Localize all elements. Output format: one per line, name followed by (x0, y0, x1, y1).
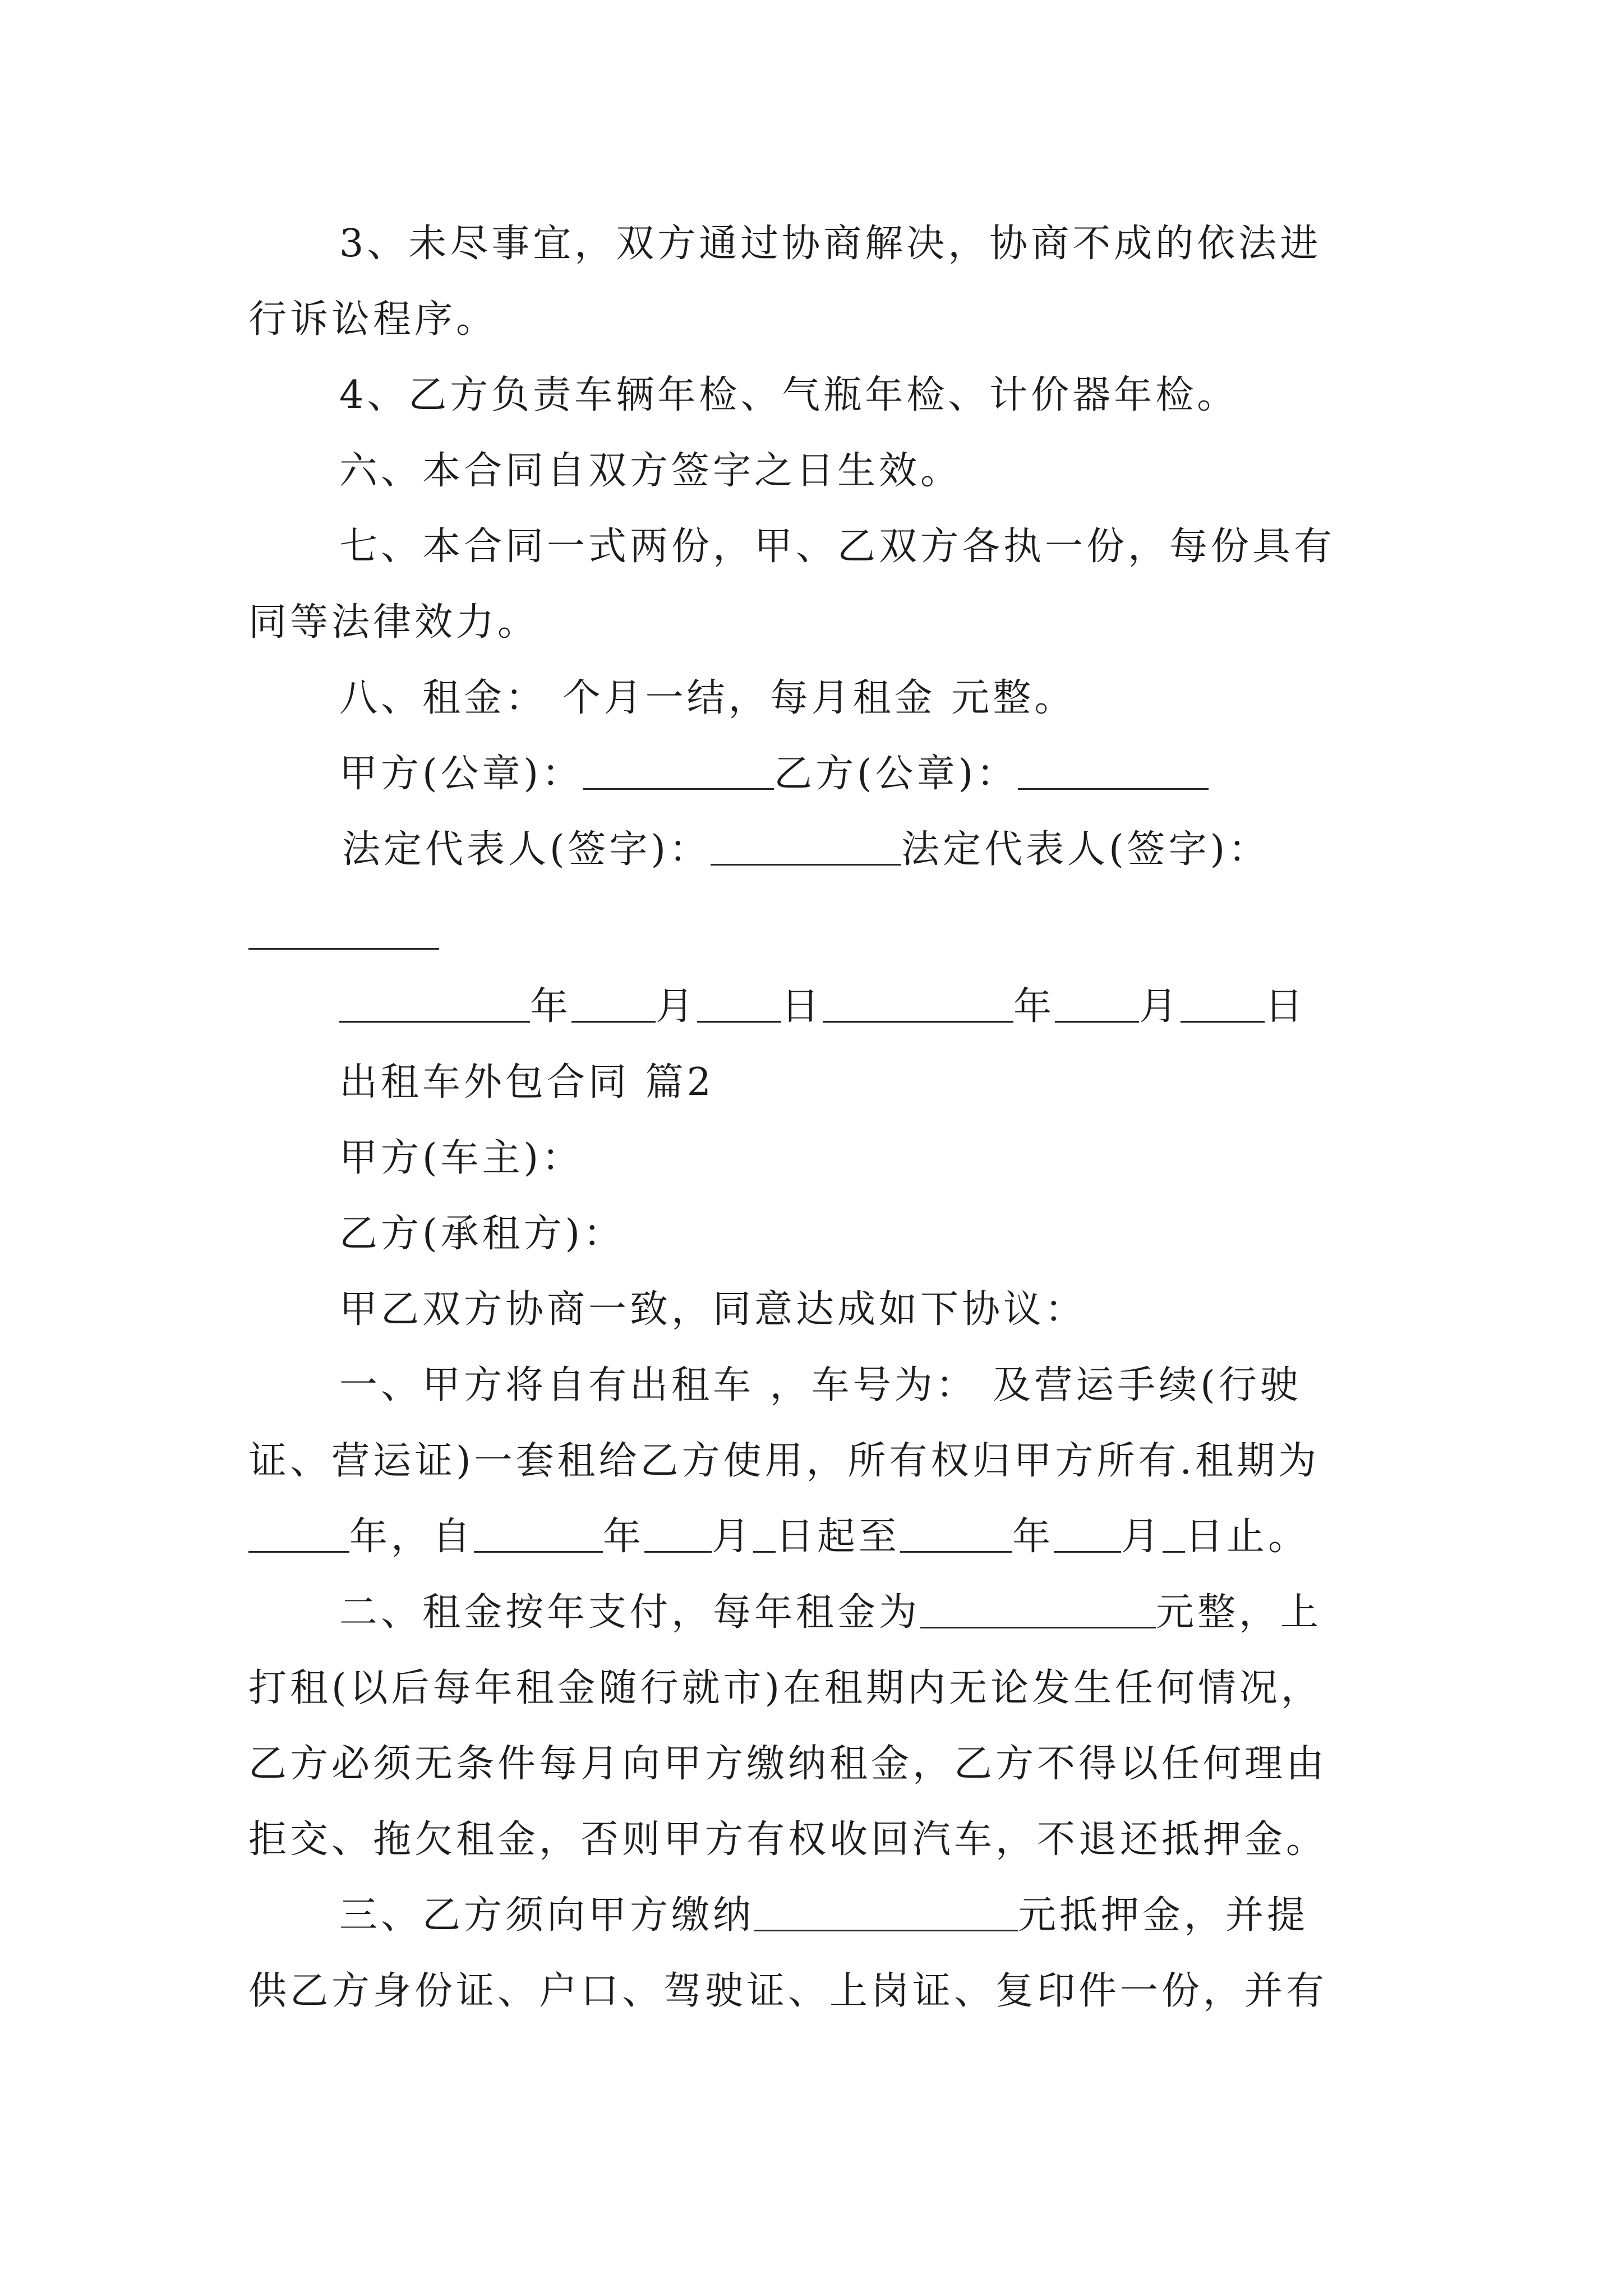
rep-a-blank (711, 829, 901, 866)
start-year-blank (474, 1516, 603, 1553)
clause-1-line: 一、甲方将自有出租车 ，车号为： 及营运手续(行驶 (339, 1363, 1302, 1407)
end-label: 日止。 (1185, 1515, 1310, 1559)
clause-2-line (339, 1585, 1322, 1641)
month-label: 月 (1121, 1515, 1163, 1559)
clause-3-text: 三、乙方须向甲方缴纳 (339, 1893, 755, 1938)
term-label: 年，自 (349, 1515, 474, 1559)
year-label: 年 (530, 984, 572, 1029)
clause-2-line: 拒交、拖欠租金，否则甲方有权收回汽车，不退还抵押金。 (248, 1818, 1328, 1862)
representative-line (342, 822, 1270, 878)
agreement-line: 甲乙双方协商一致，同意达成如下协议： (339, 1287, 1087, 1332)
clause-2-line: 乙方必须无条件每月向甲方缴纳租金，乙方不得以任何理由 (248, 1742, 1328, 1786)
party-b-seal-label: 乙方(公章)： (774, 752, 1018, 796)
annual-rent-blank (920, 1592, 1156, 1628)
paragraph-line: 同等法律效力。 (248, 600, 540, 645)
paragraph-line: 六、本合同自双方签字之日生效。 (339, 449, 962, 493)
day-blank (1181, 986, 1265, 1023)
clause-1-line: 证、营运证)一套租给乙方使用，所有权归甲方所有.租期为 (248, 1439, 1320, 1483)
date-line (339, 979, 1306, 1035)
year-blank (339, 986, 530, 1023)
paragraph-line: 行诉讼程序。 (248, 297, 498, 342)
clause-3-line: 供乙方身份证、户口、驾驶证、上岗证、复印件一份，并有 (248, 1969, 1328, 2013)
party-a-line: 甲方(车主)： (339, 1136, 584, 1180)
clause-3-line (339, 1888, 1308, 1944)
paragraph-line: 4、乙方负责车辆年检、气瓶年检、计价器年检。 (339, 373, 1239, 417)
day-label: 日 (781, 984, 823, 1029)
month-blank (571, 986, 656, 1023)
clause-1-term-line (248, 1509, 1310, 1565)
party-b-seal-blank (1018, 753, 1209, 790)
rep-b-label: 法定代表人(签字)： (901, 827, 1270, 872)
end-year-blank (900, 1516, 1012, 1553)
from-label: 日起至 (776, 1515, 901, 1559)
start-day-blank (753, 1516, 776, 1553)
year-blank (823, 986, 1013, 1023)
section-title: 出租车外包合同 篇2 (339, 1060, 714, 1105)
day-label: 日 (1265, 984, 1307, 1029)
clause-2-line: 打租(以后每年租金随行就市)在租期内无论发生任何情况， (248, 1666, 1323, 1710)
deposit-blank (754, 1895, 1018, 1931)
month-blank (1055, 986, 1139, 1023)
year-label: 年 (1013, 984, 1055, 1029)
clause-2-text: 二、租金按年支付，每年租金为 (339, 1590, 921, 1635)
party-a-seal-label: 甲方(公章)： (339, 752, 584, 796)
paragraph-line: 八、租金： 个月一结，每月租金 元整。 (339, 676, 1076, 720)
day-blank (697, 986, 781, 1023)
party-b-line: 乙方(承租方)： (339, 1212, 625, 1256)
rep-b-blank (248, 948, 439, 950)
rep-a-label: 法定代表人(签字)： (342, 827, 711, 872)
seal-line (339, 746, 1209, 802)
paragraph-line: 3、未尽事宜，双方通过协商解决，协商不成的依法进 (339, 222, 1322, 266)
term-years-blank (248, 1516, 349, 1553)
end-month-blank (1054, 1516, 1121, 1553)
start-month-blank (644, 1516, 712, 1553)
month-label: 月 (1139, 984, 1181, 1029)
paragraph-line: 七、本合同一式两份，甲、乙双方各执一份，每份具有 (339, 524, 1336, 569)
month-label: 月 (712, 1515, 754, 1559)
month-label: 月 (656, 984, 698, 1029)
end-day-blank (1163, 1516, 1185, 1553)
clause-2-text: 元整，上 (1156, 1590, 1322, 1635)
clause-3-text: 元抵押金，并提 (1018, 1893, 1309, 1938)
year-label: 年 (603, 1515, 645, 1559)
year-label: 年 (1012, 1515, 1054, 1559)
party-a-seal-blank (583, 753, 774, 790)
